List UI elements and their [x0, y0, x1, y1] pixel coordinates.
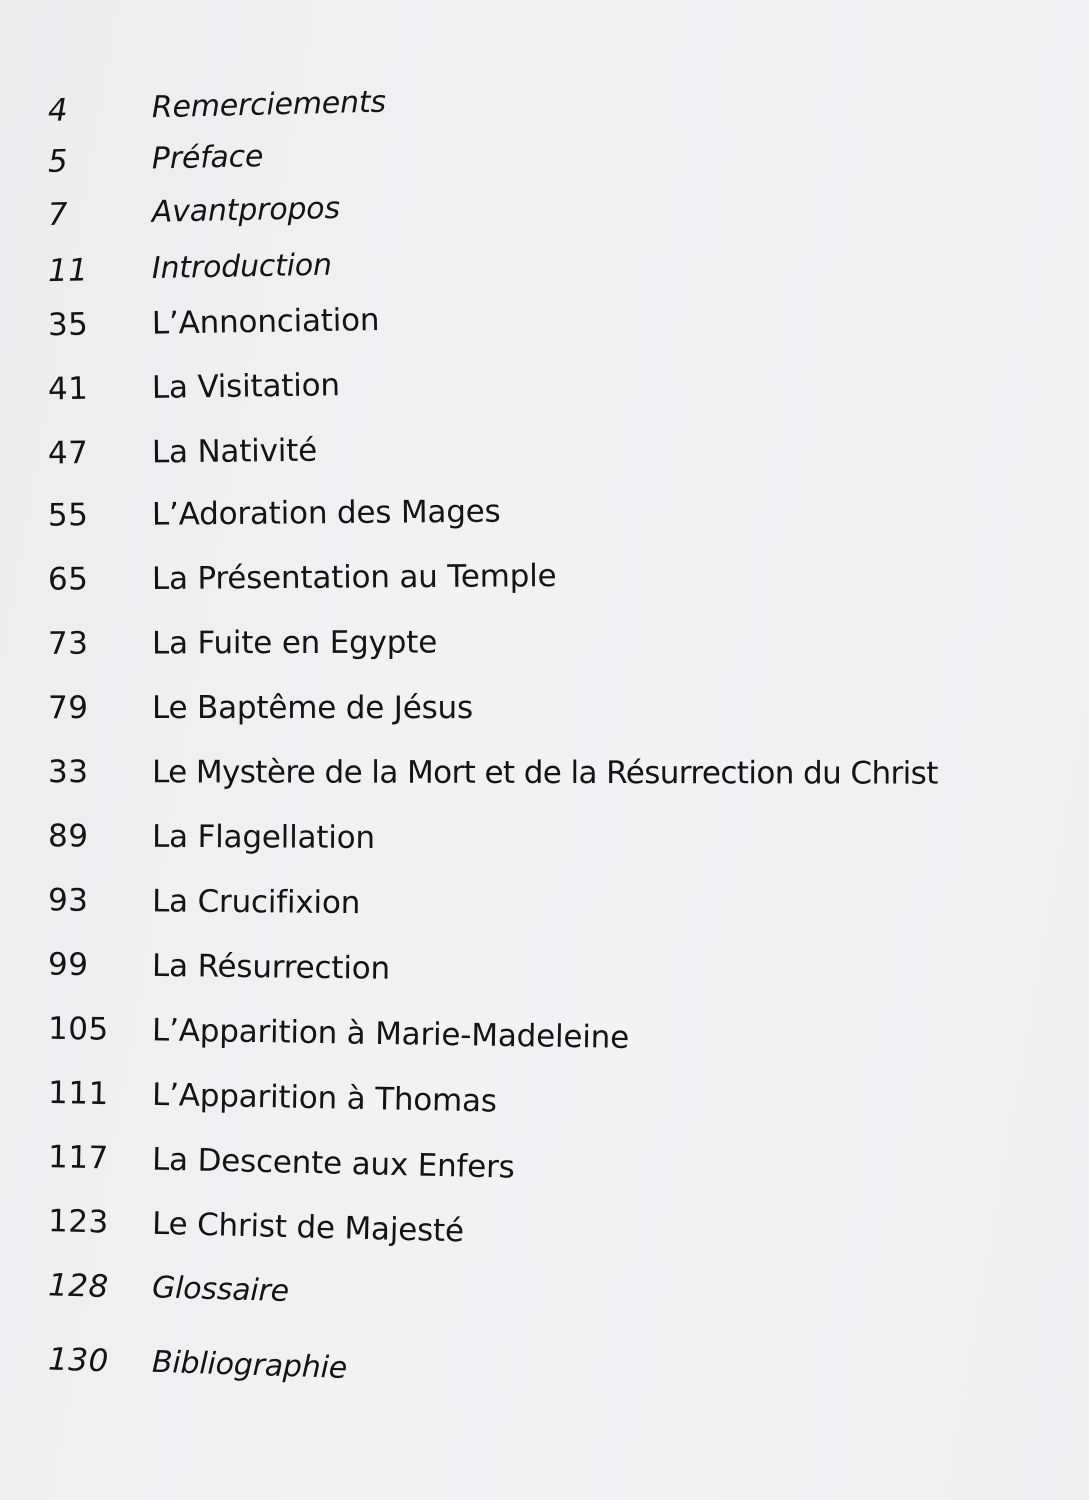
toc-title: La Flagellation [151, 818, 376, 856]
toc-title: La Descente aux Enfers [151, 1141, 516, 1186]
toc-title: La Résurrection [151, 947, 391, 987]
toc-title: La Visitation [151, 367, 341, 406]
toc-page-number: 73 [47, 625, 89, 662]
toc-page-number: 105 [47, 1010, 110, 1048]
toc-page-number: 99 [47, 946, 89, 984]
toc-title: La Crucifixion [151, 883, 361, 922]
toc-title: Introduction [151, 247, 333, 287]
toc-title: Le Baptême de Jésus [152, 690, 473, 726]
toc-page-number: 47 [47, 435, 89, 472]
toc-page-number: 89 [47, 818, 89, 855]
toc-entry [0, 1200, 1089, 1277]
toc-page-number: 5 [47, 143, 69, 180]
toc-title: Avantpropos [151, 190, 341, 230]
toc-entry [0, 486, 1089, 546]
toc-page-number: 128 [47, 1267, 110, 1306]
toc-entry [0, 1072, 1089, 1143]
toc-entry [0, 688, 1089, 738]
toc-page-number: 4 [47, 92, 69, 129]
toc-entry [0, 1136, 1089, 1211]
toc-title: Le Christ de Majesté [151, 1205, 465, 1250]
toc-page-number: 93 [47, 882, 89, 919]
toc-entry [0, 1008, 1089, 1075]
toc-title: L’Annonciation [151, 302, 380, 342]
toc-page-number: 117 [47, 1139, 110, 1177]
toc-title: Glossaire [151, 1270, 290, 1310]
toc-entry [0, 552, 1089, 610]
toc-page-number: 65 [47, 561, 89, 598]
toc-page-number: 11 [47, 252, 89, 290]
toc-title: La Fuite en Egypte [151, 624, 438, 662]
toc-entry [0, 1264, 1089, 1344]
toc-title: L’Apparition à Thomas [151, 1076, 498, 1120]
toc-page-number: 41 [47, 370, 89, 408]
toc-page-number: 79 [48, 690, 89, 726]
toc-entry [0, 880, 1089, 940]
toc-entry [0, 289, 1089, 356]
toc-title: La Présentation au Temple [151, 558, 557, 597]
toc-entry [0, 355, 1089, 420]
toc-title: Remerciements [151, 84, 387, 126]
toc-title: L’Adoration des Mages [151, 493, 501, 533]
toc-page-number: 33 [47, 754, 89, 791]
toc-entry [0, 1338, 1089, 1422]
toc-title: La Nativité [151, 432, 318, 471]
toc-entry [0, 620, 1089, 674]
toc-page-number: 130 [47, 1341, 110, 1380]
toc-page-number: 55 [47, 497, 89, 534]
toc-title: Le Mystère de la Mort et de la Résurrection du Christ [151, 754, 938, 792]
toc-page-number: 35 [47, 306, 89, 344]
toc-entry [0, 816, 1089, 872]
toc-title: Préface [151, 139, 264, 177]
toc-page-number: 7 [47, 196, 69, 233]
toc-entry [0, 944, 1089, 1007]
toc-entry [0, 423, 1089, 484]
toc-page-number: 111 [47, 1074, 110, 1113]
toc-title: Bibliographie [151, 1344, 348, 1386]
toc-entry [0, 752, 1089, 804]
toc-page-number: 123 [47, 1203, 110, 1241]
toc-title: L’Apparition à Marie-Madeleine [151, 1012, 630, 1056]
